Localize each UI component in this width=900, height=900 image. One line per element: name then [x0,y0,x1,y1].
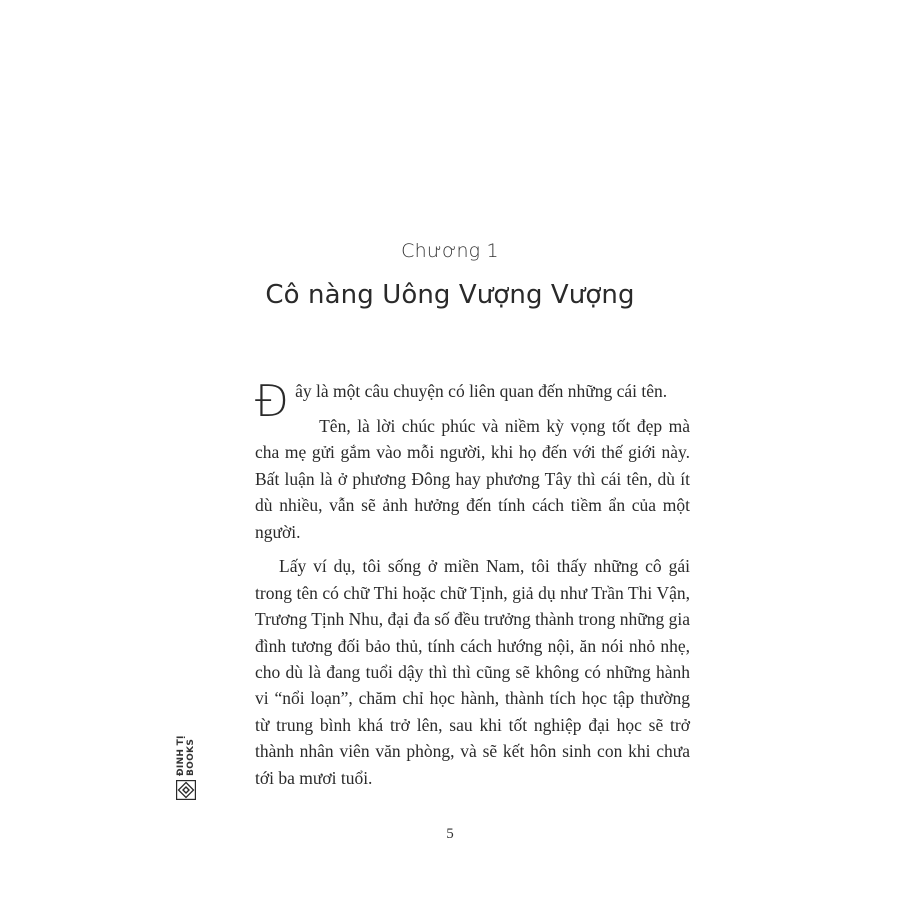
paragraph-1-text: ây là một câu chuyện có liên quan đến những cái tên. [295,381,668,401]
chapter-label: Chương 1 [401,240,499,262]
body-text [255,378,690,800]
page-number: 5 [446,826,454,842]
paragraph-3: Lấy ví dụ, tôi sống ở miền Nam, tôi thấy những cô gái trong tên có chữ Thi hoặc chữ Tịnh, giả dụ như Trần Thi Vận, Trương Tịnh Nhu, đại đa số đều trưởng thành trong những gia đình tương đối bảo thủ, tính cách hướng nội, ăn nói nhỏ nhẹ, cho dù là đang tuổi dậy thì thì cũng sẽ không có những hành vi “nổi loạn”, chăm chỉ học hành, thành tích học tập thường từ trung bình khá trở lên, sau khi tốt nghiệp đại học sẽ trở thành nhân viên văn phòng, và sẽ kết hôn sinh con khi chưa tới ba mươi tuổi. [255,556,690,788]
drop-cap: Đ [255,376,290,427]
paragraph-2: Tên, là lời chúc phúc và niềm kỳ vọng tốt đẹp mà cha mẹ gửi gắm vào mỗi người, khi họ đến với thế giới này. Bất luận là ở phương Đông hay phương Tây thì cái tên, dù ít dù nhiều, vẫn sẽ ảnh hưởng đến tính cách tiềm ẩn của một người. [255,415,690,542]
publisher-mark [175,714,197,800]
publisher-name: ĐINH TỊ BOOKS [176,735,196,776]
dinh-ti-logo-icon [176,780,196,800]
paragraph-1 [255,376,690,427]
chapter-title: Cô nàng Uông Vượng Vượng [265,280,635,310]
